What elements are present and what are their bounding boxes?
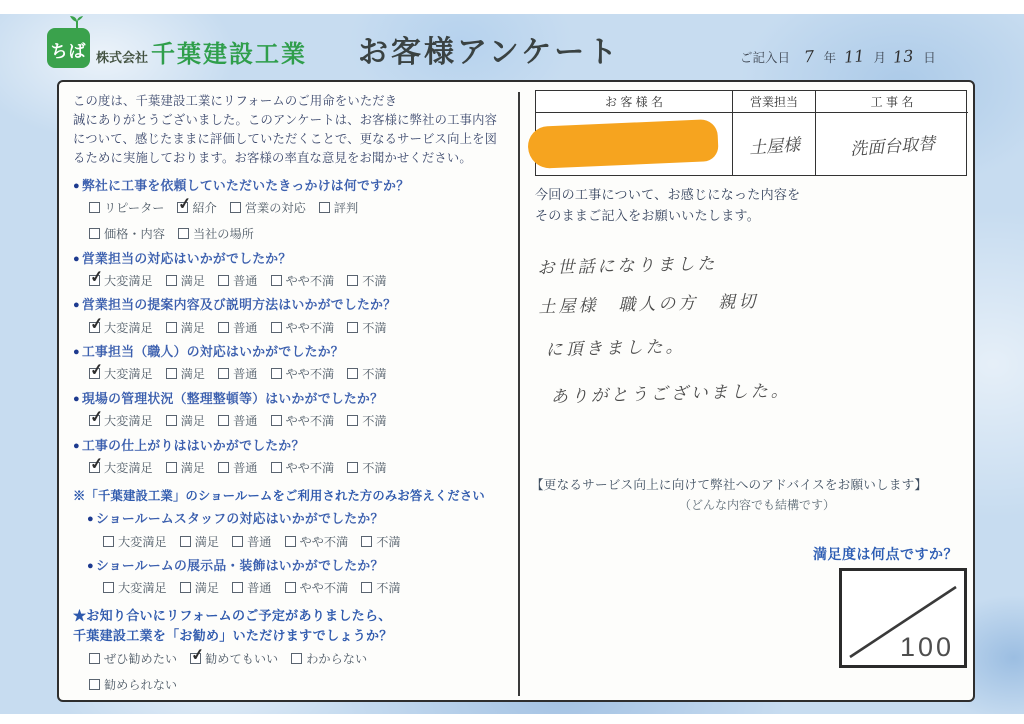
- checkmark-icon: ✓: [89, 312, 105, 334]
- checkbox: [347, 462, 358, 473]
- date-day-unit: 日: [923, 51, 936, 65]
- showroom-question-list: [73, 509, 507, 599]
- showroom-note: ※「千葉建設工業」のショールームをご利用された方のみお答えください: [73, 489, 485, 504]
- question-label: [87, 509, 507, 528]
- comment-line: 土屋様 職人の方 親切: [538, 291, 759, 318]
- checkbox-label: 大変満足: [104, 367, 153, 382]
- checkbox-label: 満足: [180, 460, 206, 475]
- bullet-icon: ●: [87, 513, 94, 526]
- bullet-icon: ●: [73, 346, 80, 359]
- checkbox: [89, 312, 105, 334]
- checkbox-label: 不満: [362, 414, 387, 429]
- checkbox-label: 不満: [376, 534, 401, 549]
- checkbox: [230, 202, 241, 213]
- recommend-heading: [73, 606, 507, 646]
- survey-question: [73, 389, 507, 432]
- survey-question: [73, 176, 507, 244]
- checkbox: [103, 536, 114, 547]
- checkmark-icon: ✓: [190, 644, 206, 665]
- checkbox-option: [347, 365, 386, 382]
- checkbox-option: [347, 272, 386, 289]
- checkmark-icon: ✓: [89, 266, 105, 287]
- checkbox-option: [89, 199, 164, 216]
- fill-date: [740, 47, 940, 66]
- checkbox-label: 満足: [194, 534, 220, 549]
- checkbox-option: [103, 533, 167, 550]
- checkbox-label: 大変満足: [118, 581, 167, 596]
- bullet-icon: ●: [73, 299, 80, 312]
- checkbox-label: 普通: [233, 414, 258, 429]
- checkbox: [166, 462, 177, 473]
- question-label: [87, 556, 507, 575]
- checkbox-label: 普通: [233, 320, 258, 335]
- recommend-options: [73, 644, 507, 695]
- checkbox: [89, 266, 105, 287]
- checkbox-label: やや不満: [285, 460, 335, 475]
- checkbox-option: [347, 412, 386, 429]
- checkbox-option: [271, 412, 335, 429]
- survey-question: [73, 436, 507, 479]
- sales-rep-header: 営業担当: [733, 91, 816, 113]
- checkbox-label: 大変満足: [104, 414, 153, 429]
- question-label: [73, 249, 507, 268]
- page-title: お客様アンケート: [358, 36, 621, 69]
- advice-heading: 【更なるサービス向上に向けて弊社へのアドバイスをお願いします】: [531, 478, 928, 492]
- checkbox: [166, 275, 177, 286]
- checkbox: [218, 322, 229, 333]
- question-label: [73, 295, 507, 314]
- checkbox-option: [285, 579, 349, 596]
- checkbox-option: [230, 199, 306, 216]
- checkbox-label: 満足: [180, 273, 206, 288]
- question-label: [73, 436, 507, 455]
- question-text: 工事の仕上がりははいかがでしたか？: [81, 437, 305, 453]
- score-label: 満足度は何点ですか？: [813, 546, 958, 562]
- questions-column: [59, 82, 517, 700]
- comment-prompt-line: そのままご記入をお願いいたします。: [535, 208, 761, 224]
- checkbox-label: 大変満足: [104, 320, 153, 335]
- checkbox-row: [89, 674, 507, 696]
- checkbox-row: [89, 406, 507, 432]
- checkbox-option: [180, 579, 219, 596]
- work-name-cell: [816, 113, 968, 175]
- checkmark-icon: ✓: [89, 359, 105, 380]
- bullet-icon: ●: [73, 392, 80, 405]
- checkbox-label: 普通: [233, 273, 258, 288]
- checkmark-icon: ✓: [177, 193, 193, 215]
- checkbox: [89, 453, 105, 474]
- checkbox: [271, 322, 282, 333]
- checkbox-label: やや不満: [285, 414, 335, 429]
- customer-name-header: お 客 様 名: [536, 91, 733, 113]
- recommend-heading-line: ★お知り合いにリフォームのご予定がありましたら、: [73, 608, 392, 624]
- comment-prompt-line: 今回の工事について、お感じになった内容を: [535, 187, 801, 202]
- checkbox-row: [89, 223, 507, 245]
- checkbox-label: 不満: [376, 581, 401, 596]
- checkbox-option: [166, 412, 205, 429]
- checkbox-label: ぜひ勧めたい: [104, 652, 178, 667]
- checkbox: [232, 582, 243, 593]
- checkbox-option: [89, 406, 153, 429]
- checkbox-option: [190, 644, 279, 667]
- checkbox: [361, 536, 372, 547]
- date-day-value: 13: [892, 46, 915, 67]
- checkbox: [166, 415, 177, 426]
- checkbox-row: [103, 577, 507, 599]
- bullet-icon: ●: [73, 180, 80, 193]
- checkbox-option: [361, 533, 400, 550]
- checkbox-option: [103, 579, 167, 596]
- checkbox-label: やや不満: [285, 273, 335, 288]
- checkbox-option: [177, 193, 217, 216]
- checkbox: [89, 406, 105, 427]
- checkbox-option: [178, 225, 254, 242]
- checkbox: [166, 322, 177, 333]
- checkbox: [89, 228, 100, 239]
- work-name-header: 工 事 名: [816, 91, 968, 113]
- checkbox-label: 大変満足: [104, 460, 153, 475]
- checkbox: [103, 582, 114, 593]
- checkbox-label: やや不満: [285, 320, 335, 335]
- comment-line: ありがとうございました。: [550, 381, 792, 408]
- question-text: 営業担当の提案内容及び説明方法はいかがでしたか？: [81, 297, 397, 313]
- sprout-icon: [66, 15, 88, 31]
- checkbox: [271, 415, 282, 426]
- checkbox-option: [232, 533, 271, 550]
- question-label: [73, 389, 507, 408]
- checkbox-label: 不満: [362, 460, 387, 475]
- company-name: 千葉建設工業: [151, 41, 307, 68]
- question-list: [73, 176, 507, 478]
- checkbox-option: [89, 650, 177, 667]
- checkbox-label: やや不満: [299, 534, 349, 549]
- advice-note: （どんな内容でも結構です）: [679, 498, 836, 512]
- checkbox-label: 普通: [233, 460, 258, 475]
- checkbox: [178, 228, 189, 239]
- survey-question: [73, 249, 507, 292]
- survey-question: [87, 509, 507, 552]
- checkbox-row: [89, 359, 507, 385]
- intro-line: について、感じたままに評価していただくことで、更なるサービス向上を図: [73, 132, 498, 147]
- date-year-value: 7: [803, 46, 815, 67]
- intro-line: 誠にありがとうございました。このアンケートは、お客様に弊社の工事内容: [73, 113, 498, 128]
- question-text: ショールームの展示品・装飾はいかがでしたか？: [95, 558, 384, 574]
- checkbox-row: [89, 312, 507, 339]
- date-label: ご記入日: [740, 51, 791, 65]
- comment-prompt: [535, 184, 800, 227]
- score-box: [839, 568, 967, 668]
- checkbox-label: 満足: [180, 414, 206, 429]
- checkbox: [218, 275, 229, 286]
- form-sheet: [57, 80, 975, 702]
- checkbox-option: [319, 199, 358, 216]
- company-logo: [47, 28, 90, 68]
- checkbox-option: [218, 365, 257, 382]
- question-text: 現場の管理状況（整理整頓等）はいかがでしたか？: [81, 390, 384, 406]
- question-label: [73, 176, 507, 195]
- checkbox-option: [347, 319, 386, 336]
- bullet-icon: ●: [87, 560, 94, 573]
- checkmark-icon: ✓: [89, 453, 105, 474]
- checkbox-row: [103, 531, 507, 553]
- checkbox-label: 満足: [180, 367, 206, 382]
- question-text: 工事担当（職人）の対応はいかがでしたか？: [81, 344, 344, 360]
- checkbox: [361, 582, 372, 593]
- checkbox-label: やや不満: [299, 581, 349, 596]
- checkbox-option: [361, 579, 400, 596]
- info-table: [535, 90, 967, 176]
- checkbox-label: 満足: [180, 320, 206, 335]
- checkbox: [89, 653, 100, 664]
- checkbox: [347, 322, 358, 333]
- date-year-unit: 年: [823, 51, 837, 65]
- checkbox-row: [89, 193, 507, 219]
- checkbox-row: [89, 644, 507, 670]
- intro-line: この度は、千葉建設工業にリフォームのご用命をいただき: [73, 94, 398, 108]
- comment-line: に頂きました。: [545, 336, 686, 361]
- checkbox: [89, 202, 100, 213]
- date-month-unit: 月: [873, 51, 886, 65]
- checkbox: [218, 415, 229, 426]
- checkbox: [89, 679, 100, 690]
- checkbox: [180, 536, 191, 547]
- question-text: 営業担当の対応はいかがでしたか？: [81, 250, 292, 266]
- checkbox: [190, 644, 206, 665]
- checkbox-label: 不満: [362, 273, 387, 288]
- checkbox-label: 勧められない: [104, 677, 178, 692]
- logo-text: ちば: [50, 42, 87, 61]
- company-prefix: 株式会社: [96, 50, 149, 65]
- question-text: ショールームスタッフの対応はいかがでしたか？: [95, 511, 384, 527]
- response-column: [521, 82, 973, 700]
- checkbox-label: やや不満: [285, 367, 335, 382]
- survey-question: [87, 556, 507, 599]
- checkbox-option: [166, 459, 205, 476]
- checkmark-icon: ✓: [89, 406, 105, 427]
- survey-question: [73, 295, 507, 338]
- checkbox-label: 満足: [194, 581, 220, 596]
- checkbox-option: [218, 412, 257, 429]
- checkbox-option: [89, 266, 153, 289]
- customer-name-cell: [536, 113, 733, 175]
- checkbox-label: 大変満足: [118, 534, 167, 549]
- checkbox-option: [89, 312, 153, 336]
- checkbox-label: 営業の対応: [244, 201, 306, 216]
- recommend-heading-line: 千葉建設工業を「お勧め」いただけますでしょうか？: [73, 628, 393, 644]
- checkbox-option: [166, 319, 205, 336]
- checkbox-option: [89, 453, 153, 476]
- bullet-icon: ●: [73, 252, 80, 265]
- intro-line: るために実施しております。お客様の率直な意見をお聞かせください。: [73, 151, 472, 166]
- checkbox-label: リピーター: [104, 201, 165, 216]
- checkbox-label: わからない: [306, 652, 368, 667]
- column-divider: [518, 92, 520, 696]
- question-text: 弊社に工事を依頼していただいたきっかけは何ですか？: [81, 178, 410, 194]
- checkbox-label: 当社の場所: [192, 226, 254, 241]
- checkbox: [347, 275, 358, 286]
- checkbox-option: [89, 676, 177, 693]
- checkbox: [180, 582, 191, 593]
- intro-text: [73, 92, 507, 168]
- checkbox-option: [89, 225, 165, 242]
- checkbox-option: [218, 272, 257, 289]
- checkbox-label: 紹介: [192, 201, 217, 216]
- date-month-value: 11: [842, 46, 865, 67]
- comment-line: お世話になりました: [537, 253, 718, 279]
- checkbox-option: [218, 319, 257, 336]
- sales-rep-handwritten: 土屋様: [748, 134, 801, 159]
- checkbox-label: 評判: [333, 201, 359, 216]
- checkbox-option: [232, 579, 271, 596]
- checkbox-option: [89, 359, 153, 382]
- checkbox-label: 普通: [233, 367, 258, 382]
- checkbox-option: [271, 272, 335, 289]
- checkbox: [271, 275, 282, 286]
- checkbox: [291, 653, 302, 664]
- checkbox: [232, 536, 243, 547]
- checkbox: [347, 415, 358, 426]
- checkbox-option: [285, 533, 349, 550]
- checkbox: [218, 462, 229, 473]
- checkbox-option: [166, 365, 205, 382]
- checkbox-option: [271, 365, 335, 382]
- checkbox-option: [166, 272, 205, 289]
- checkbox-label: 大変満足: [104, 273, 153, 288]
- checkbox-option: [271, 319, 335, 336]
- checkbox: [285, 536, 296, 547]
- checkbox-option: [291, 650, 367, 667]
- sales-rep-cell: [733, 113, 816, 175]
- checkbox-label: 普通: [247, 534, 272, 549]
- score-denominator: 100: [899, 632, 954, 662]
- checkbox: [347, 368, 358, 379]
- handwritten-comment: [537, 242, 971, 407]
- checkbox-option: [271, 459, 335, 476]
- question-label: [73, 342, 507, 361]
- checkbox: [166, 368, 177, 379]
- checkbox-label: 勧めてもいい: [205, 652, 279, 667]
- checkbox: [177, 193, 193, 215]
- checkbox: [285, 582, 296, 593]
- survey-question: [73, 342, 507, 385]
- checkbox: [218, 368, 229, 379]
- checkbox: [271, 368, 282, 379]
- bullet-icon: ●: [73, 439, 80, 452]
- checkbox: [89, 359, 105, 380]
- checkbox-option: [180, 533, 219, 550]
- checkbox: [319, 202, 330, 213]
- checkbox-label: 不満: [362, 367, 387, 382]
- checkbox-row: [89, 453, 507, 479]
- checkbox-label: 価格・内容: [104, 226, 165, 241]
- redacted-customer-name: [527, 119, 719, 169]
- checkbox: [271, 462, 282, 473]
- checkbox-option: [218, 459, 257, 476]
- work-name-handwritten: 洗面台取替: [849, 133, 936, 160]
- checkbox-label: 普通: [247, 581, 272, 596]
- checkbox-row: [89, 266, 507, 292]
- checkbox-label: 不満: [362, 320, 387, 335]
- checkbox-option: [347, 459, 386, 476]
